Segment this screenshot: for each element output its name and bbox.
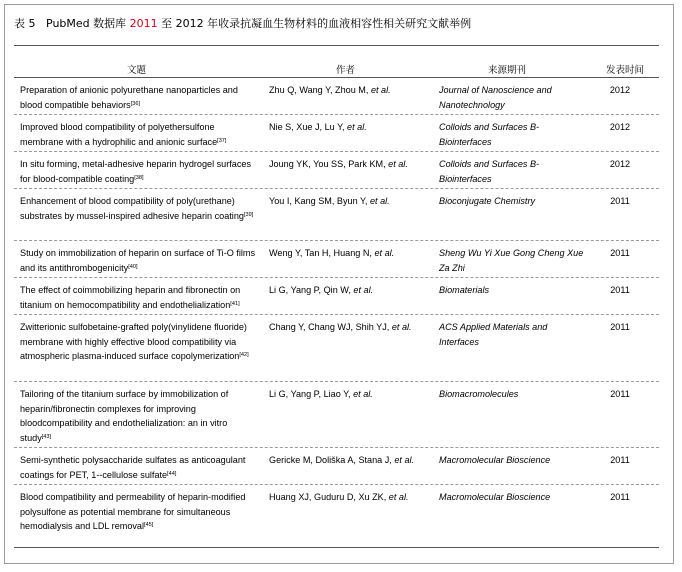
row-author-etal: et al. [394,455,415,465]
row-reference: [44] [167,470,177,477]
row-author-names: Weng Y, Tan H, Huang N, [269,248,372,258]
row-source: Macromolecular Bioscience [439,455,551,465]
row-title-text: Study on immobilization of heparin on surface of Ti-O films and its antithrombogenicity [20,248,256,273]
row-author-names: Huang XJ, Guduru D, Xu ZK, [269,492,387,502]
row-title-text: Zwitterionic sulfobetaine-grafted poly(vinylidene fluoride) membrane with highly effective blood compatibility via atmospheric plasma-induced surface copolymerization [20,322,247,362]
row-reference: [37] [217,137,227,144]
table-row [14,78,659,115]
row-author-etal: et al. [388,492,409,502]
row-source: Biomacromolecules [439,389,519,399]
row-title [20,453,256,482]
header-author: 作者 [336,65,356,76]
row-year: 2011 [610,322,630,332]
caption-year-highlight: 2011 [129,17,158,30]
row-source: Colloids and Surfaces B-Biointerfaces [439,122,540,147]
row-source: Biomaterials [439,285,490,295]
table-row [14,189,659,241]
header-source: 来源期刊 [488,65,527,76]
bottom-rule [14,547,659,548]
row-reference: [39] [243,211,254,218]
row-title-text: Tailoring of the titanium surface by immobilization of heparin/fibronectin complexes for improving bloodcompatibility and endothelialization: an in vitro study [20,389,229,443]
row-title-text: Improved blood compatibility of polyethersulfone membrane with a hydrophilic and anionic surface [20,122,218,147]
row-title [20,120,256,149]
caption-post: 至 2012 年收录抗凝血生物材料的血液相容性相关研究文献举例 [161,17,472,30]
row-author-etal: et al. [353,389,373,399]
row-source: Colloids and Surfaces B-Biointerfaces [439,159,540,184]
row-author-names: Nie S, Xue J, Lu Y, [269,122,345,132]
row-author-etal: et al. [391,322,412,332]
row-author [269,194,439,209]
row-reference: [41] [230,300,240,307]
row-reference: [40] [128,263,138,270]
row-title [20,283,256,312]
row-year: 2011 [610,455,630,465]
table-row [14,152,659,189]
row-title [20,387,256,445]
row-year: 2011 [610,248,630,258]
table-row [14,278,659,315]
row-title-text: Enhancement of blood compatibility of poly(urethane) substrates by mussel-inspired adhesive heparin coating [20,196,244,221]
row-author [269,490,439,505]
row-author-names: Chang Y, Chang WJ, Shih YJ, [269,322,390,332]
row-title [20,83,256,112]
top-rule [14,45,659,46]
row-author-etal: et al. [353,285,374,295]
row-reference: [38] [134,174,144,181]
row-author-names: Joung YK, You SS, Park KM, [269,159,386,169]
row-year: 2011 [610,196,630,206]
row-author-etal: et al. [347,122,367,132]
row-title [20,320,256,364]
row-title-text: The effect of coimmobilizing heparin and fibronectin on titanium on hemocompatibility and endothelialization [20,285,241,310]
row-year: 2011 [610,492,630,502]
row-title [20,490,256,534]
caption-pre: PubMed 数据库 [46,17,127,30]
row-author-etal: et al. [374,248,395,258]
row-author [269,120,439,135]
row-source: ACS Applied Materials and Interfaces [439,322,548,347]
row-author-names: Gericke M, Doliška A, Stana J, [269,455,392,465]
row-author-etal: et al. [370,85,391,95]
row-title [20,194,256,223]
table-row [14,315,659,382]
table-row [14,485,659,547]
row-author [269,320,439,335]
row-author [269,387,439,402]
row-author [269,157,439,172]
row-reference: [36] [130,100,141,107]
row-title [20,157,256,186]
row-title-text: Semi-synthetic polysaccharide sulfates as anticoagulant coatings for PET, 1--cellulose sulfate [20,455,246,480]
row-year: 2011 [610,389,630,399]
row-reference: [45] [144,522,154,529]
row-reference: [42] [239,352,249,359]
row-author [269,83,439,98]
row-author [269,246,439,261]
header-title: 文题 [127,65,147,76]
row-source: Macromolecular Bioscience [439,492,551,502]
row-author-names: Li G, Yang P, Qin W, [269,285,351,295]
table-row [14,115,659,152]
row-source: Journal of Nanoscience and Nanotechnology [439,85,552,110]
row-year: 2012 [609,85,631,95]
row-year: 2012 [609,122,631,132]
row-author [269,283,439,298]
row-source: Bioconjugate Chemistry [439,196,536,206]
row-author-etal: et al. [388,159,408,169]
row-title-text: In situ forming, metal-adhesive heparin hydrogel surfaces for blood-compatible coating [20,159,251,184]
header-year: 发表时间 [606,65,645,76]
row-author-names: You I, Kang SM, Byun Y, [269,196,368,206]
row-author-etal: et al. [369,196,390,206]
row-year: 2011 [610,285,630,295]
row-year: 2012 [609,159,631,169]
row-title [20,246,256,275]
row-author-names: Zhu Q, Wang Y, Zhou M, [269,85,369,95]
table-row [14,241,659,278]
table-row [14,382,659,448]
row-title-text: Blood compatibility and permeability of heparin-modified polysulfone as potential membrane for simultaneous hemodialysis and LDL removal [20,492,246,532]
row-source: Sheng Wu Yi Xue Gong Cheng Xue Za Zhi [439,248,584,273]
row-author-names: Li G, Yang P, Liao Y, [269,389,351,399]
row-author [269,453,439,468]
caption-label: 表 5 [14,17,36,30]
table-caption [14,15,471,31]
row-title-text: Preparation of anionic polyurethane nanoparticles and blood compatible behaviors [20,85,238,110]
row-reference: [43] [41,433,52,440]
table-row [14,448,659,485]
